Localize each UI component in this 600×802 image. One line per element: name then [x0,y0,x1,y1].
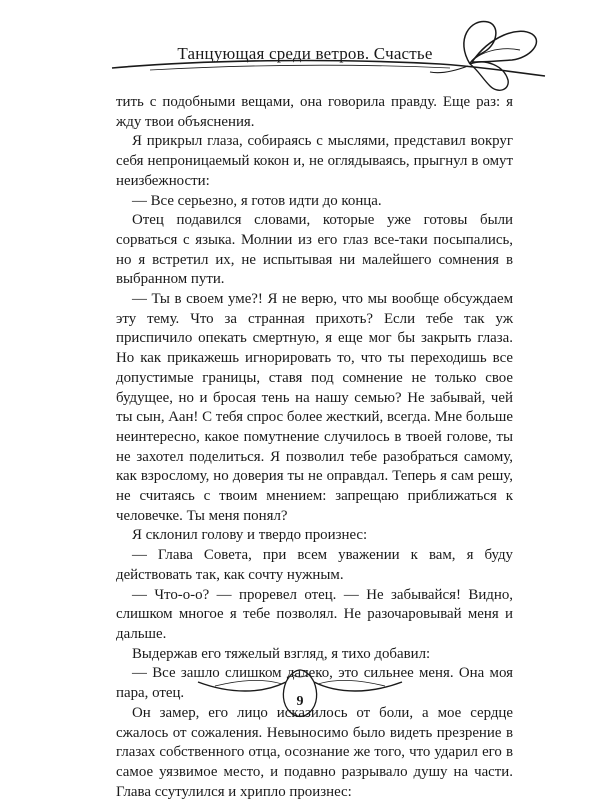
page-number: 9 [296,694,304,709]
paragraph: — Все зашло слишком далеко, это сильнее меня. Она моя пара, отец. [116,665,513,702]
paragraph: — Все серьезно, я готов идти до конца. [132,192,382,209]
running-header-title: Танцующая среди ветров. Счастье [177,44,433,63]
paragraph: Я склонил голову и твердо произнес: [132,527,368,544]
paragraph: — Ты в своем уме?! Я не верю, что мы вообще обсуждаем эту тему. Что за странная прихоть? Если тебе так уж приспичило опекать смертную, я еще мог бы закрыть глаза. Но как прикажешь игнорировать то, что ты переходишь все допустимые границы, ставя под сомнение не только свое будущее, но и бросая тень на нашу семью? Не забывай, чей ты сын, Аан! С тебя спрос более жесткий, всегда. Мне больше неинтересно, какое помутнение случилось в твоей голове, ты не захотел поделиться. Я позволил тебе разобраться самому, как взрослому, но доверия ты не оправдал. Теперь я сам решу, не считаясь с твоим мнением: запрещаю приближаться к человечке. Ты меня понял? [116,291,513,524]
paragraph: — Что-о-о? — проревел отец. — Не забывайся! Видно, слишком многое я тебе позволял. Не разочаровывай меня и дальше. [116,586,513,642]
paragraph: Выдержав его тяжелый взгляд, я тихо добавил: [132,645,431,662]
paragraph: — Глава Совета, при всем уважении к вам, я буду действовать так, как сочту нужным. [116,547,513,583]
paragraph: Отец подавился словами, которые уже готовы были сорваться с языка. Молнии из его глаз все-таки посыпались, но я встретил их, не испытывая ни малейшего сомнения в выбранном пути. [116,212,513,288]
paragraph: Он замер, его лицо исказилось от боли, а мое сердце сжалось от сожаления. Невыносимо было видеть презрение в глазах собственного отца, осознание же того, что ударил его в самое уязвимое место, и подавно разрывало душу на части. Глава ссутулился и хрипло произнес: [116,704,513,800]
paragraph: тить с подобными вещами, она говорила правду. Еще раз: я жду твои объяснения. [116,94,513,130]
paragraph: Я прикрыл глаза, собираясь с мыслями, представил вокруг себя непроницаемый кокон и, не оглядываясь, прыгнул в омут неизбежности: [116,133,513,189]
running-header [0,0,600,100]
